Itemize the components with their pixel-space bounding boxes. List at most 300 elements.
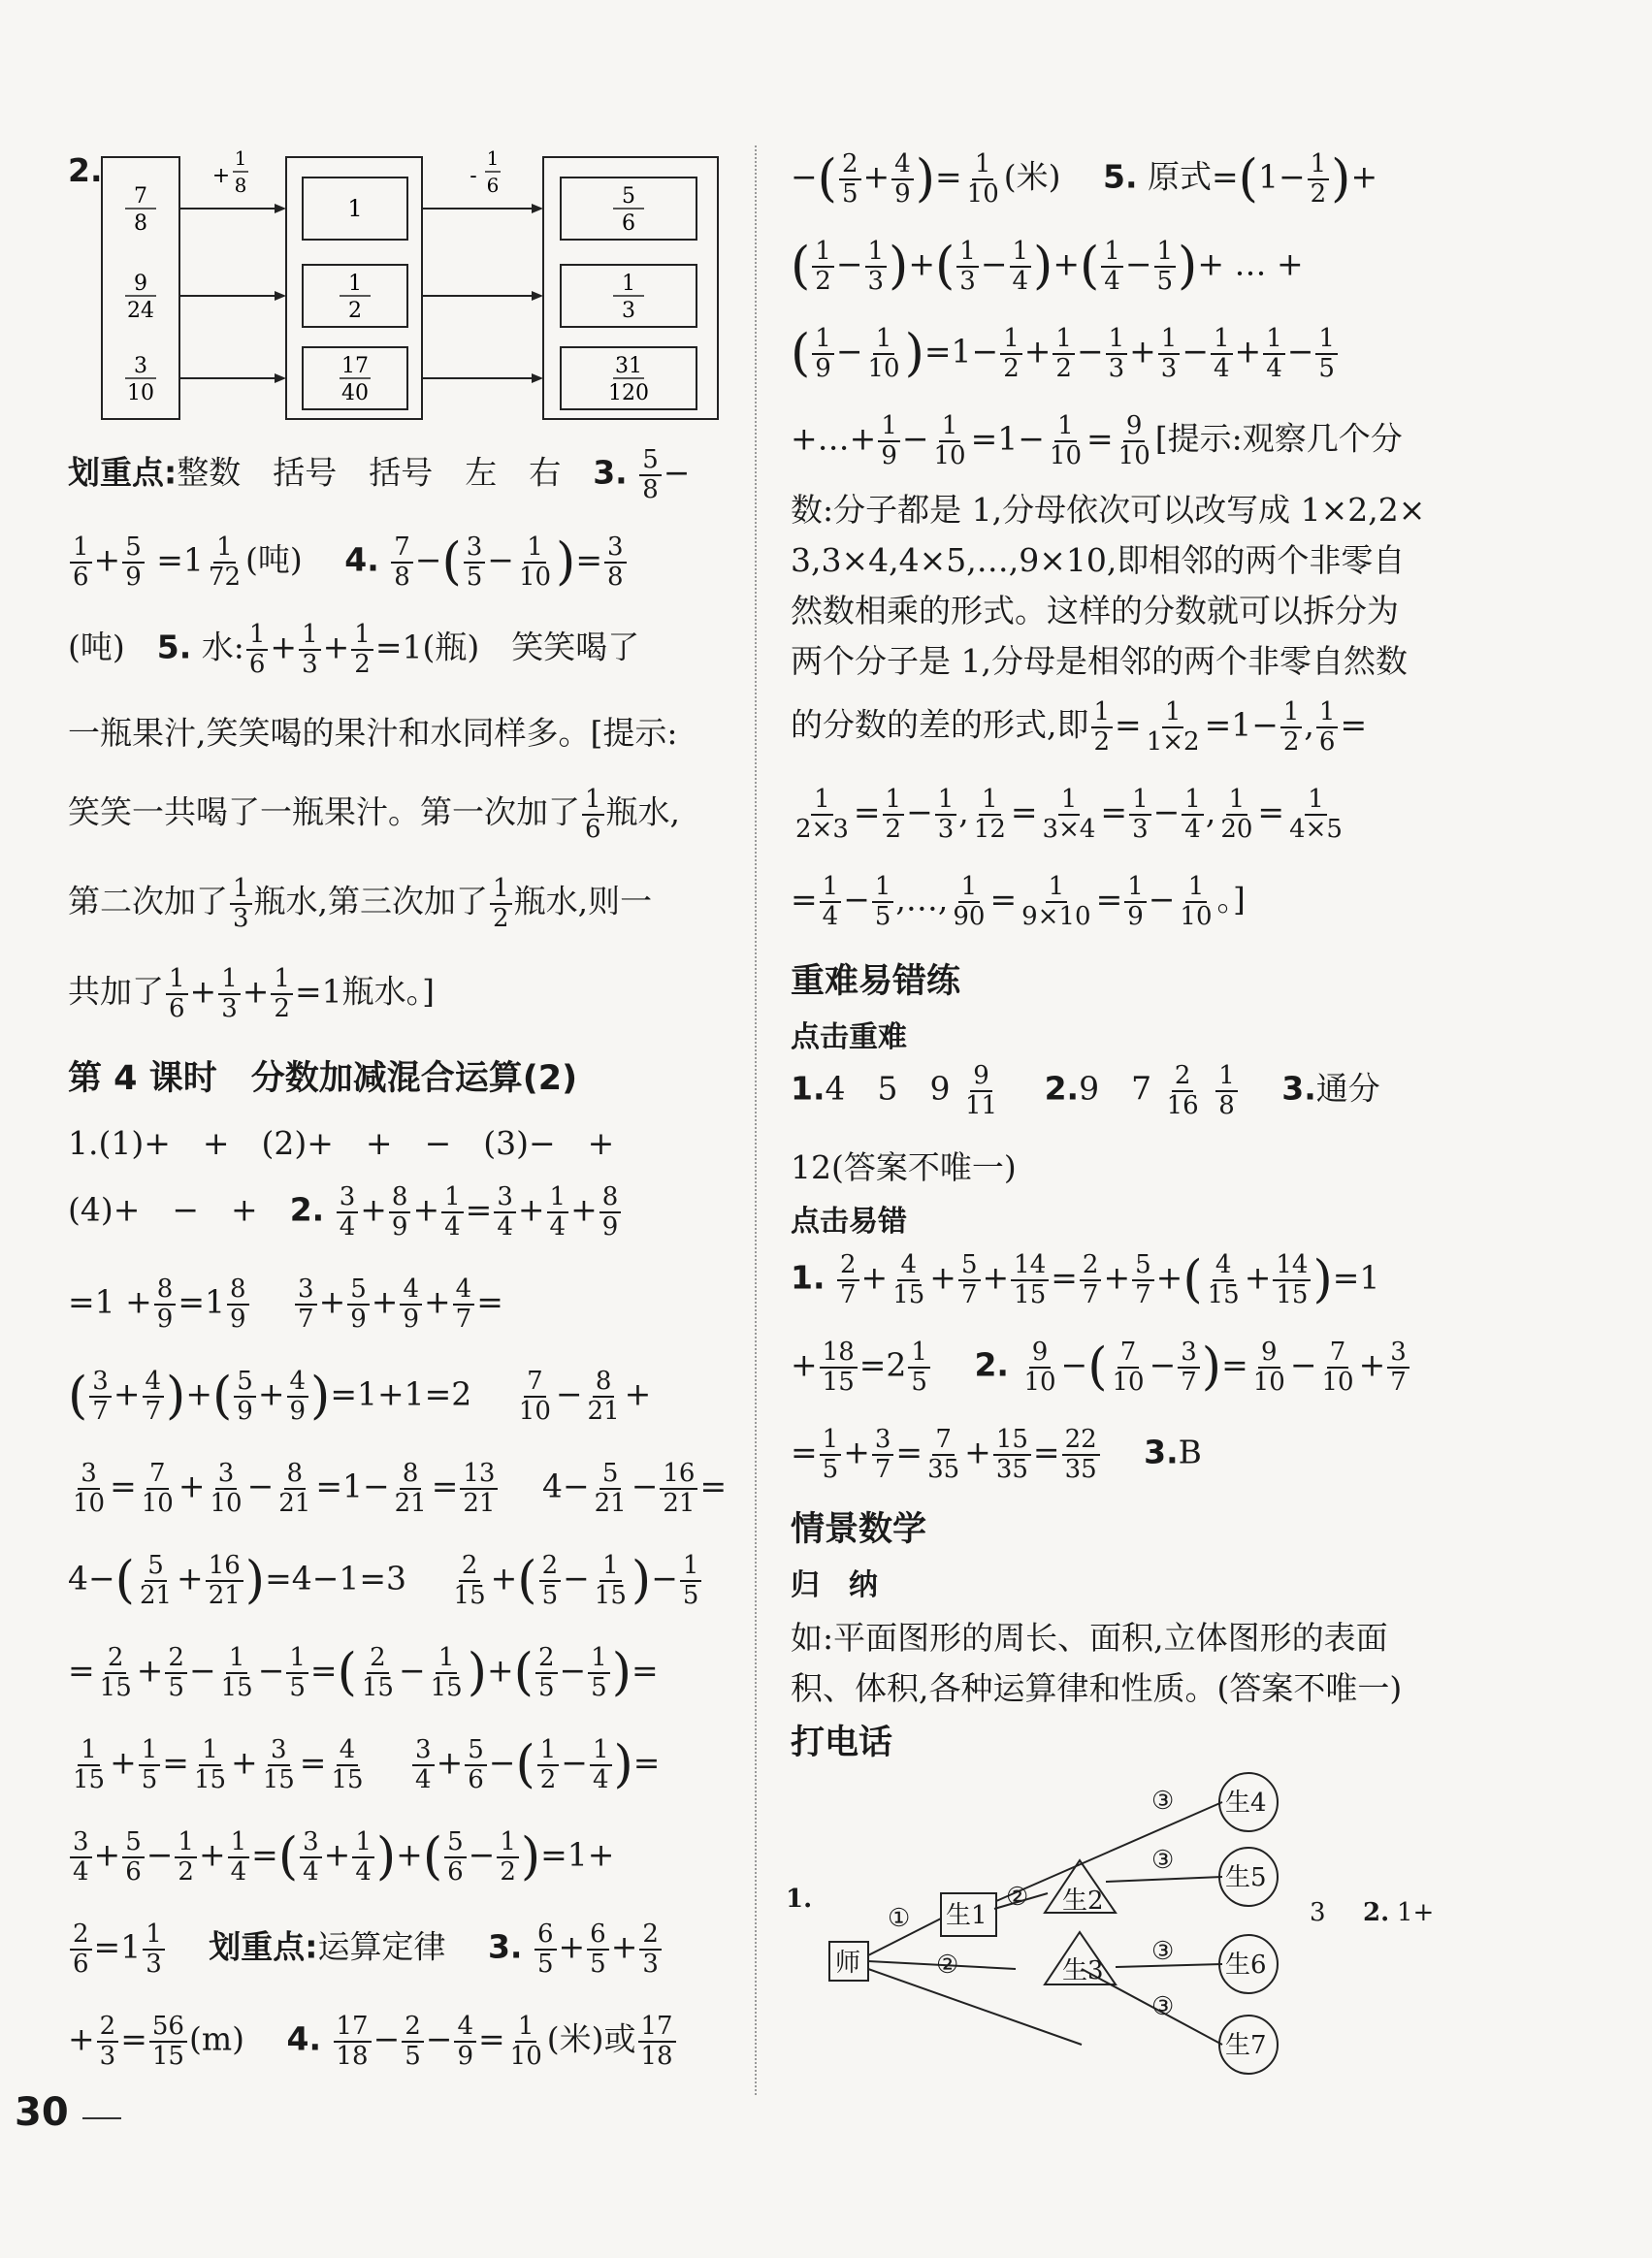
left-box-fraction-numerator: 7 xyxy=(134,184,147,209)
text: =1+1=2 xyxy=(330,1374,472,1413)
fraction: $\frac{4}{7}$ xyxy=(453,1275,475,1333)
fraction: $\frac{1}{6}$ xyxy=(70,533,92,591)
fraction: $\frac{4}{9}$ xyxy=(454,2013,476,2070)
circle-3-label: ③ xyxy=(1151,1846,1175,1875)
fraction: $\frac{4}{15}$ xyxy=(1207,1250,1240,1309)
key-point-label: 划重点: xyxy=(68,453,178,492)
right-line-9: 的分数的差的形式,即 $\frac{1}{2}$ = $\frac{1}{1\times 2}$ =1− $\frac{1}{2}$ , $\frac{1}{6}$ = xyxy=(791,697,1368,757)
fraction: $\frac{2}{5}$ xyxy=(535,1644,558,1701)
left-line-4: 一瓶果汁,笑笑喝的果汁和水同样多。[提示: xyxy=(68,714,678,752)
arrow-1-head xyxy=(275,373,286,383)
fraction: $\frac{1}{9}$ xyxy=(812,325,834,382)
section-heading: 第 4 课时 分数加减混合运算(2) xyxy=(68,1059,578,1098)
mid-box-fraction-numerator: 1 xyxy=(348,272,362,296)
phone-tree-svg xyxy=(786,1785,1450,2076)
text: =1瓶水。] xyxy=(294,972,435,1011)
student-2-label: 生2 xyxy=(1062,1887,1104,1916)
fraction: $\frac{1}{2}$ xyxy=(812,238,834,295)
fraction: $\frac{1}{15}$ xyxy=(73,1735,106,1794)
student-4-label: 生4 xyxy=(1225,1789,1267,1818)
circle-2-label: ② xyxy=(936,1951,959,1980)
fraction: $\frac{2}{6}$ xyxy=(70,1920,92,1978)
text: 笑笑一共喝了一瓶果汁。第一次加了 xyxy=(68,792,580,831)
left-answer-9: $\frac{3}{4}$ + $\frac{5}{6}$ − $\frac{1}{2}$ + $\frac{1}{4}$ =( $\frac{3}{4}$ + $\frac{1}{4}$ )+( $\frac{5}{6}$ − $\frac{1}{2}$ )=1+ xyxy=(68,1828,614,1886)
fraction: $\frac{1}{4}$ xyxy=(228,1828,250,1886)
left-box-fraction-denominator: 24 xyxy=(127,299,154,323)
fraction: $\frac{3}{10}$ xyxy=(210,1459,243,1518)
right-box-fraction-denominator: 3 xyxy=(622,299,635,323)
op1-numerator: 1 xyxy=(234,146,247,170)
text: 4− xyxy=(68,1559,115,1597)
heading-qingjing: 情景数学 xyxy=(791,1510,927,1549)
left-line-5 xyxy=(68,786,680,843)
fraction: $\frac{5}{7}$ xyxy=(958,1251,981,1308)
fraction: $\frac{4}{9}$ xyxy=(400,1275,422,1333)
question-3-label: 3. xyxy=(1144,1433,1179,1471)
fraction: $\frac{2}{3}$ xyxy=(97,2013,119,2070)
student-5-label: 生5 xyxy=(1225,1863,1267,1892)
fraction: $\frac{1}{2}$ xyxy=(1091,698,1114,756)
text: 通分 xyxy=(1315,1069,1380,1108)
fraction: $\frac{1}{15}$ xyxy=(220,1643,253,1702)
text: 4− xyxy=(541,1467,590,1505)
heading-zhongnan: 重难易错练 xyxy=(791,962,961,1001)
fraction: $\frac{1}{6}$ xyxy=(166,965,188,1022)
fraction: $\frac{3}{15}$ xyxy=(262,1735,295,1794)
fraction: $\frac{3}{7}$ xyxy=(295,1275,317,1333)
guina-line-2: 积、体积,各种运算律和性质。(答案不唯一) xyxy=(791,1669,1403,1707)
text: =1− xyxy=(315,1467,390,1505)
text: 瓶水,第三次加了 xyxy=(253,882,489,920)
zhongnan-answers xyxy=(791,1062,1380,1119)
left-box-fraction-numerator: 9 xyxy=(134,272,147,296)
diagram-label: 2. xyxy=(68,151,103,189)
left-box-fraction-denominator: 10 xyxy=(127,381,154,405)
text: +…+ xyxy=(791,419,877,458)
fraction: $\frac{8}{9}$ xyxy=(227,1275,249,1333)
yicuo-line-2: + $\frac{18}{15}$ =2 $\frac{1}{5}$ 2. $\frac{9}{10}$ −( $\frac{7}{10}$ − $\frac{3}{7}$ )= $\frac{9}{10}$ − $\frac{7}{10}$ + $\frac{3}{7}$ xyxy=(791,1339,1411,1396)
left-answer-10: $\frac{2}{6}$ =1 $\frac{1}{3}$ 划重点:运算定律 3. $\frac{6}{5}$ + $\frac{6}{5}$ + $\frac{2}{3}$ xyxy=(68,1920,664,1978)
fraction: $\frac{14}{15}$ xyxy=(1273,1251,1311,1308)
circle-3-label: ③ xyxy=(1151,1992,1175,2021)
yicuo-line-1: 1. $\frac{2}{7}$ + $\frac{4}{15}$ + $\frac{5}{7}$ + $\frac{14}{15}$ = $\frac{2}{7}$ + $\frac{5}{7}$ +( $\frac{4}{15}$ + $\frac{14}{15}$ )=1 xyxy=(791,1250,1380,1309)
fraction: $\frac{2}{15}$ xyxy=(361,1643,394,1702)
right-line-11: = $\frac{1}{4}$ − $\frac{1}{5}$ ,…, $\frac{1}{90}$ = $\frac{1}{9\times 10}$ = $\frac{1}{9}$ − $\frac{1}{10}$ 。] xyxy=(791,872,1246,931)
mid-box-fraction: 1 xyxy=(347,195,363,222)
fraction: $\frac{1}{3}$ xyxy=(1158,325,1181,382)
fraction: $\frac{1}{15}$ xyxy=(193,1735,227,1794)
fraction: $\frac{5}{9}$ xyxy=(347,1275,370,1333)
arrow-1-head xyxy=(275,291,286,301)
right-box-fraction-numerator: 31 xyxy=(615,354,642,378)
fraction: $\frac{1}{5}$ xyxy=(820,1426,842,1483)
key-point-label: 划重点: xyxy=(209,1927,318,1966)
heading-dianji-zhongnan: 点击重难 xyxy=(791,1020,907,1054)
circle-2-label: ② xyxy=(1006,1883,1029,1912)
fraction: $\frac{1}{4}$ xyxy=(1101,238,1123,295)
fraction: $\frac{3}{7}$ xyxy=(1178,1339,1200,1396)
left-line-2: $\frac{1}{6}$ + $\frac{5}{9}$ =1 $\frac{1}{72}$ (吨) 4. $\frac{7}{8}$ −( $\frac{3}{5}$ − $\frac{1}{10}$ )= $\frac{3}{8}$ xyxy=(68,533,629,591)
text: + … + xyxy=(1197,244,1304,283)
fraction: $\frac{1}{4}$ xyxy=(1182,786,1204,843)
heading-dianji-yicuo: 点击易错 xyxy=(791,1205,907,1239)
fraction: $\frac{3}{7}$ xyxy=(89,1368,112,1425)
tree-answer: 3 xyxy=(1310,1898,1326,1927)
left-line-3: (吨) 5. 水: $\frac{1}{6}$ + $\frac{1}{3}$ + $\frac{1}{2}$ =1(瓶) 笑笑喝了 xyxy=(68,620,640,679)
fraction: $\frac{1}{3}$ xyxy=(218,965,241,1022)
unit: (m) xyxy=(188,2019,244,2058)
fraction: $\frac{3}{10}$ xyxy=(73,1459,106,1518)
fraction: $\frac{5}{9}$ xyxy=(234,1368,256,1425)
fraction: $\frac{7}{10}$ xyxy=(1112,1338,1145,1397)
fraction: $\frac{1}{5}$ xyxy=(872,873,894,930)
fraction: $\frac{1}{2}$ xyxy=(490,875,512,932)
tree-q1-label: 1. xyxy=(786,1885,813,1914)
fraction: $\frac{13}{21}$ xyxy=(460,1460,498,1517)
fraction: $\frac{6}{5}$ xyxy=(534,1920,557,1978)
fraction: $\frac{8}{21}$ xyxy=(587,1367,620,1426)
fraction: $\frac{1}{3}$ xyxy=(956,238,979,295)
text: 瓶水,则一 xyxy=(513,882,653,920)
fraction: $\frac{4}{7}$ xyxy=(143,1368,165,1425)
op1-denominator: 8 xyxy=(234,174,247,197)
fraction: $\frac{2}{15}$ xyxy=(453,1551,486,1610)
fraction: $\frac{5}{6}$ xyxy=(444,1828,467,1886)
op1-sign: + xyxy=(211,164,231,188)
text: 第二次加了 xyxy=(68,882,228,920)
fraction: $\frac{1}{2}$ xyxy=(537,1736,560,1793)
fraction: $\frac{1}{3}$ xyxy=(865,238,888,295)
fraction: $\frac{1}{2}$ xyxy=(1053,325,1075,382)
right-line-3: ( $\frac{1}{9}$ − $\frac{1}{10}$ )=1− $\frac{1}{2}$ + $\frac{1}{2}$ − $\frac{1}{3}$ + $\frac{1}{3}$ − $\frac{1}{4}$ + $\frac{1}{4}$ − $\frac{1}{5}$ xyxy=(791,325,1340,382)
fraction: $\frac{1}{2}$ xyxy=(1000,325,1022,382)
text: 的分数的差的形式,即 xyxy=(791,705,1089,744)
fraction: $\frac{1}{10}$ xyxy=(518,532,552,592)
fraction: $\frac{3}{7}$ xyxy=(1387,1339,1409,1396)
left-answer-11: + $\frac{2}{3}$ = $\frac{56}{15}$ (m) 4. $\frac{17}{18}$ − $\frac{2}{5}$ − $\frac{4}{9}$ = $\frac{1}{10}$ (米)或 $\frac{17}{18}$ xyxy=(68,2013,678,2070)
right-box-fraction-numerator: 5 xyxy=(622,184,635,209)
fraction: $\frac{5}{8}$ xyxy=(639,446,662,503)
fraction: $\frac{5}{6}$ xyxy=(465,1736,487,1793)
text: 。] xyxy=(1216,880,1246,919)
fraction: $\frac{2}{3}$ xyxy=(639,1920,662,1978)
fraction: $\frac{1}{15}$ xyxy=(594,1551,627,1610)
fraction: $\frac{1}{4}$ xyxy=(1263,325,1285,382)
fraction: $\frac{14}{15}$ xyxy=(1011,1251,1049,1308)
fraction: $\frac{1}{90}$ xyxy=(953,872,986,931)
heading-dadianhua: 打电话 xyxy=(791,1724,893,1762)
fraction: $\frac{56}{15}$ xyxy=(149,2013,187,2070)
fraction: $\frac{1}{6}$ xyxy=(1316,698,1339,756)
fraction: $\frac{15}{35}$ xyxy=(993,1426,1031,1483)
unit: (吨) xyxy=(245,540,303,579)
fraction: $\frac{3}{8}$ xyxy=(604,533,627,591)
fraction: $\frac{1}{4}$ xyxy=(590,1736,612,1793)
op2-numerator: 1 xyxy=(486,146,500,170)
text: =2 xyxy=(858,1345,907,1384)
right-line-5: 数:分子都是 1,分母依次可以改写成 1×2,2× xyxy=(791,491,1426,529)
fraction: $\frac{7}{10}$ xyxy=(141,1459,174,1518)
fraction: $\frac{1}{4}$ xyxy=(1010,238,1032,295)
fraction: $\frac{3}{7}$ xyxy=(872,1426,894,1483)
fraction: $\frac{1}{5}$ xyxy=(588,1644,610,1701)
text: =1 xyxy=(178,1282,225,1321)
text: B xyxy=(1178,1433,1202,1471)
page-number-rule xyxy=(82,2117,121,2119)
fraction: $\frac{1}{2}$ xyxy=(1308,150,1330,208)
fraction: $\frac{1}{5}$ xyxy=(680,1552,702,1609)
mid-box-fraction-denominator: 2 xyxy=(348,299,362,323)
fraction: $\frac{1}{2}$ xyxy=(1280,698,1303,756)
fraction: $\frac{1}{3}$ xyxy=(299,621,321,678)
fraction: $\frac{1}{6}$ xyxy=(582,786,604,843)
fraction: $\frac{7}{10}$ xyxy=(518,1367,551,1426)
text: [提示:观察几个分 xyxy=(1154,419,1403,458)
text: 4 5 9 xyxy=(825,1069,951,1108)
left-line-6 xyxy=(68,875,652,932)
zhongnan-note: 12(答案不唯一) xyxy=(791,1148,1017,1186)
fraction: $\frac{9}{10}$ xyxy=(1023,1338,1056,1397)
fraction: $\frac{1}{10}$ xyxy=(1180,872,1213,931)
fraction: $\frac{7}{10}$ xyxy=(1321,1338,1354,1397)
right-line-7: 然数相乘的形式。这样的分数就可以拆分为 xyxy=(791,592,1399,629)
fraction: $\frac{1}{4\times 5}$ xyxy=(1289,785,1343,844)
question-3-label: 3. xyxy=(1281,1069,1316,1108)
key-point-words: 运算定律 xyxy=(317,1927,446,1966)
fraction: $\frac{1}{9\times 10}$ xyxy=(1021,872,1091,931)
fraction: $\frac{2}{5}$ xyxy=(839,150,861,208)
fraction: $\frac{1}{4}$ xyxy=(820,873,842,930)
left-answer-8: $\frac{1}{15}$ + $\frac{1}{5}$ = $\frac{1}{15}$ + $\frac{3}{15}$ = $\frac{4}{15}$ $\frac{3}{4}$ + $\frac{5}{6}$ −( $\frac{1}{2}$ − $\frac{1}{4}$ )= xyxy=(68,1736,660,1793)
teacher-label: 师 xyxy=(835,1949,861,1978)
fraction: $\frac{2}{7}$ xyxy=(1080,1251,1102,1308)
question-1-label: 1. xyxy=(791,1258,826,1297)
question-2-label: 2. xyxy=(1044,1069,1080,1108)
text: 共加了 xyxy=(68,972,164,1011)
fraction: $\frac{3}{4}$ xyxy=(494,1183,516,1241)
fraction: $\frac{1}{20}$ xyxy=(1220,785,1253,844)
heading-guina: 归 纳 xyxy=(791,1568,878,1602)
fraction: $\frac{1}{3}$ xyxy=(143,1920,165,1978)
arrow-2-head xyxy=(532,291,543,301)
circle-1-label: ① xyxy=(888,1904,911,1933)
fraction: $\frac{1}{10}$ xyxy=(933,411,966,470)
fraction: $\frac{17}{18}$ xyxy=(334,2013,372,2070)
right-box-fraction-numerator: 1 xyxy=(622,272,635,296)
arrow-2-head xyxy=(532,204,543,213)
fraction: $\frac{8}{9}$ xyxy=(599,1183,622,1241)
fraction: $\frac{8}{9}$ xyxy=(389,1183,411,1241)
phone-tree xyxy=(786,1785,1450,2076)
fraction: $\frac{5}{9}$ xyxy=(122,533,145,591)
fraction: $\frac{16}{21}$ xyxy=(206,1552,243,1609)
right-box-fraction-denominator: 6 xyxy=(622,211,635,236)
fraction: $\frac{1}{5}$ xyxy=(1154,238,1177,295)
left-answer-1: 1.(1)+ + (2)+ + − (3)− + xyxy=(68,1124,615,1162)
text: (4)+ − + xyxy=(68,1190,258,1229)
fraction: $\frac{2}{15}$ xyxy=(99,1643,132,1702)
question-5-label: 5. xyxy=(1103,157,1138,196)
left-box-fraction-denominator: 8 xyxy=(134,211,147,236)
left-answer-7: = $\frac{2}{15}$ + $\frac{2}{5}$ − $\frac{1}{15}$ − $\frac{1}{5}$ =( $\frac{2}{15}$ − $\frac{1}{15}$ )+( $\frac{2}{5}$ − $\frac{1}{5}$ )= xyxy=(68,1643,659,1702)
fraction: $\frac{2}{7}$ xyxy=(837,1251,859,1308)
op2-denominator: 6 xyxy=(486,174,500,197)
tree-q2-label: 2. xyxy=(1363,1898,1390,1927)
fraction: $\frac{2}{5}$ xyxy=(539,1552,562,1609)
fraction: $\frac{8}{21}$ xyxy=(278,1459,311,1518)
op2-sign: - xyxy=(470,164,477,188)
fraction: $\frac{1}{4}$ xyxy=(547,1183,569,1241)
text: =1(瓶) 笑笑喝了 xyxy=(374,628,640,666)
fraction: $\frac{22}{35}$ xyxy=(1062,1426,1100,1483)
student-7-label: 生7 xyxy=(1225,2031,1267,2060)
page-number: 30 xyxy=(15,2090,69,2135)
fraction: $\frac{3}{4}$ xyxy=(412,1736,435,1793)
fraction: $\frac{7}{35}$ xyxy=(927,1425,960,1484)
fraction: $\frac{3}{4}$ xyxy=(70,1828,92,1886)
mid-box-fraction-numerator: 17 xyxy=(341,354,369,378)
fraction: $\frac{1}{3}$ xyxy=(230,875,252,932)
right-line-4: +…+ $\frac{1}{9}$ − $\frac{1}{10}$ =1− $\frac{1}{10}$ = $\frac{9}{10}$ [提示:观察几个分 xyxy=(791,411,1403,470)
fraction: $\frac{1}{5}$ xyxy=(286,1644,308,1701)
text: 9 7 xyxy=(1079,1069,1152,1108)
fraction: $\frac{1}{12}$ xyxy=(973,785,1006,844)
fraction: $\frac{1}{9}$ xyxy=(1124,873,1147,930)
column-divider xyxy=(755,145,757,2095)
right-line-8: 两个分子是 1,分母是相邻的两个非零自然数 xyxy=(791,642,1408,680)
fraction: $\frac{16}{21}$ xyxy=(660,1460,697,1517)
fraction: $\frac{2}{5}$ xyxy=(165,1644,187,1701)
tree-q2-answer: 1+ xyxy=(1397,1898,1435,1927)
question-3-label: 3. xyxy=(593,453,628,492)
fraction: $\frac{4}{15}$ xyxy=(331,1735,364,1794)
fraction: $\frac{1}{2\times 3}$ xyxy=(795,785,849,844)
text: =1 xyxy=(1332,1258,1380,1297)
text: (米)或 xyxy=(546,2019,636,2058)
fraction: $\frac{1}{2}$ xyxy=(351,621,373,678)
fraction: $\frac{1}{5}$ xyxy=(1315,325,1338,382)
student-3-label: 生3 xyxy=(1062,1956,1104,1985)
question-2-label: 2. xyxy=(289,1190,325,1229)
fraction: $\frac{1}{4}$ xyxy=(1211,325,1233,382)
fraction: $\frac{1}{10}$ xyxy=(509,2012,542,2071)
left-line-7: 共加了 $\frac{1}{6}$ + $\frac{1}{3}$ + $\frac{1}{2}$ =1瓶水。] xyxy=(68,964,435,1023)
right-line-10: $\frac{1}{2\times 3}$ = $\frac{1}{2}$ − $\frac{1}{3}$ , $\frac{1}{12}$ = $\frac{1}{3\times 4}$ = $\frac{1}{3}$ − $\frac{1}{4}$ , $\frac{1}{20}$ = $\frac{1}{4\times 5}$ xyxy=(791,786,1347,843)
fraction: $\frac{1}{10}$ xyxy=(966,149,999,209)
circle-3-label: ③ xyxy=(1151,1937,1175,1966)
fraction: $\frac{9}{10}$ xyxy=(1118,411,1150,470)
mid-box-fraction-denominator: 40 xyxy=(341,381,369,405)
fraction: $\frac{4}{9}$ xyxy=(287,1368,309,1425)
fraction: $\frac{1}{3\times 4}$ xyxy=(1042,785,1096,844)
text: =1 + xyxy=(68,1282,152,1321)
fraction: $\frac{1}{10}$ xyxy=(1049,411,1082,470)
question-4-label: 4. xyxy=(286,2019,321,2058)
left-answer-6: 4−( $\frac{5}{21}$ + $\frac{16}{21}$ )=4−1=3 $\frac{2}{15}$ +( $\frac{2}{5}$ − $\frac{1}{15}$ )− $\frac{1}{5}$ xyxy=(68,1552,703,1609)
fraction: $\frac{1}{3}$ xyxy=(1129,786,1151,843)
fraction: $\frac{3}{4}$ xyxy=(300,1828,322,1886)
fraction: $\frac{17}{18}$ xyxy=(638,2013,676,2070)
fraction: $\frac{1}{9}$ xyxy=(878,412,900,469)
key-point-words: 整数 括号 括号 左 右 xyxy=(177,453,562,492)
fraction: $\frac{1}{6}$ xyxy=(246,621,269,678)
unit: (吨) xyxy=(68,628,125,666)
fraction: $\frac{4}{15}$ xyxy=(892,1250,925,1309)
fraction: $\frac{1}{2}$ xyxy=(883,786,905,843)
fraction: $\frac{8}{21}$ xyxy=(394,1459,427,1518)
left-answer-4: ( $\frac{3}{7}$ + $\frac{4}{7}$ )+( $\frac{5}{9}$ + $\frac{4}{9}$ )=1+1=2 $\frac{7}{10}$ − $\frac{8}{21}$ + xyxy=(68,1367,652,1426)
left-answer-3: =1 + $\frac{8}{9}$ =1 $\frac{8}{9}$ $\frac{3}{7}$ + $\frac{5}{9}$ + $\frac{4}{9}$ + $\frac{4}{7}$ = xyxy=(68,1274,503,1334)
fraction: $\frac{5}{21}$ xyxy=(594,1459,627,1518)
fraction: $\frac{18}{15}$ xyxy=(820,1339,858,1396)
fraction: $\frac{1}{3}$ xyxy=(935,786,957,843)
arrow-1-head xyxy=(275,204,286,213)
student-1-label: 生1 xyxy=(946,1901,988,1930)
left-answer-5: $\frac{3}{10}$ = $\frac{7}{10}$ + $\frac{3}{10}$ − $\frac{8}{21}$ =1− $\frac{8}{21}$ = $\frac{13}{21}$ 4− $\frac{5}{21}$ − $\frac{16}{21}$ = xyxy=(68,1460,727,1517)
fraction: $\frac{2}{16}$ xyxy=(1166,1061,1199,1120)
circle-3-label: ③ xyxy=(1151,1787,1175,1816)
text: 水: xyxy=(201,628,244,666)
fraction: $\frac{5}{6}$ xyxy=(122,1828,145,1886)
fraction: $\frac{9}{11}$ xyxy=(965,1061,998,1120)
question-2-label: 2. xyxy=(974,1345,1009,1384)
right-box-fraction-denominator: 120 xyxy=(608,381,649,405)
fraction: $\frac{1}{2}$ xyxy=(271,965,293,1022)
fraction: $\frac{1}{2}$ xyxy=(175,1828,197,1886)
left-line-1: 划重点:整数 括号 括号 左 右 3. $\frac{5}{8}$ − xyxy=(68,445,691,504)
fraction: $\frac{1}{5}$ xyxy=(908,1339,930,1396)
text: =4−1=3 xyxy=(265,1559,407,1597)
fraction: $\frac{1}{5}$ xyxy=(139,1736,161,1793)
flow-diagram-svg xyxy=(68,145,728,427)
question-5-label: 5. xyxy=(156,628,192,666)
fraction: $\frac{2}{5}$ xyxy=(402,2013,424,2070)
fraction: $\frac{5}{21}$ xyxy=(139,1551,173,1610)
question-1-label: 1. xyxy=(791,1069,826,1108)
fraction: $\frac{3}{4}$ xyxy=(337,1183,359,1241)
question-3-label: 3. xyxy=(487,1927,523,1966)
fraction: $\frac{6}{5}$ xyxy=(587,1920,609,1978)
left-box-fraction-numerator: 3 xyxy=(134,354,147,378)
arrow-2-head xyxy=(532,373,543,383)
fraction: $\frac{1}{3}$ xyxy=(1106,325,1128,382)
fraction: $\frac{1}{72}$ xyxy=(208,532,241,592)
fraction: $\frac{7}{8}$ xyxy=(391,533,413,591)
question-4-label: 4. xyxy=(344,540,379,579)
guina-line-1: 如:平面图形的周长、面积,立体图形的表面 xyxy=(791,1619,1388,1657)
fraction: $\frac{8}{9}$ xyxy=(154,1275,177,1333)
fraction: $\frac{1}{4}$ xyxy=(441,1183,464,1241)
text: =1 xyxy=(93,1927,142,1966)
fraction: $\frac{1}{15}$ xyxy=(430,1643,463,1702)
result-text: =1 xyxy=(156,540,204,579)
fraction: $\frac{1}{10}$ xyxy=(867,324,900,383)
yicuo-line-3: = $\frac{1}{5}$ + $\frac{3}{7}$ = $\frac{7}{35}$ + $\frac{15}{35}$ = $\frac{22}{35}$ 3.B xyxy=(791,1425,1202,1484)
fraction: $\frac{1}{2}$ xyxy=(497,1828,519,1886)
fraction: $\frac{1}{8}$ xyxy=(1215,1062,1238,1119)
right-line-2: ( $\frac{1}{2}$ − $\frac{1}{3}$ )+( $\frac{1}{3}$ − $\frac{1}{4}$ )+( $\frac{1}{4}$ − $\frac{1}{5}$ )+ … + xyxy=(791,237,1304,296)
text: 原式= xyxy=(1148,157,1239,196)
fraction: $\frac{9}{10}$ xyxy=(1252,1338,1285,1397)
unit: (米) xyxy=(1003,157,1061,196)
text: 瓶水, xyxy=(605,792,681,831)
fraction: $\frac{1}{4}$ xyxy=(352,1828,374,1886)
right-line-1: −( $\frac{2}{5}$ + $\frac{4}{9}$ )= $\frac{1}{10}$ (米) 5. 原式=(1− $\frac{1}{2}$ )+ xyxy=(791,149,1378,209)
fraction: $\frac{5}{7}$ xyxy=(1132,1251,1154,1308)
fraction: $\frac{1}{1\times 2}$ xyxy=(1146,697,1200,757)
right-line-6: 3,3×4,4×5,…,9×10,即相邻的两个非零自 xyxy=(791,541,1406,579)
left-answer-2: (4)+ − + 2. $\frac{3}{4}$ + $\frac{8}{9}$ + $\frac{1}{4}$ = $\frac{3}{4}$ + $\frac{1}{4}$ + $\frac{8}{9}$ xyxy=(68,1183,623,1241)
